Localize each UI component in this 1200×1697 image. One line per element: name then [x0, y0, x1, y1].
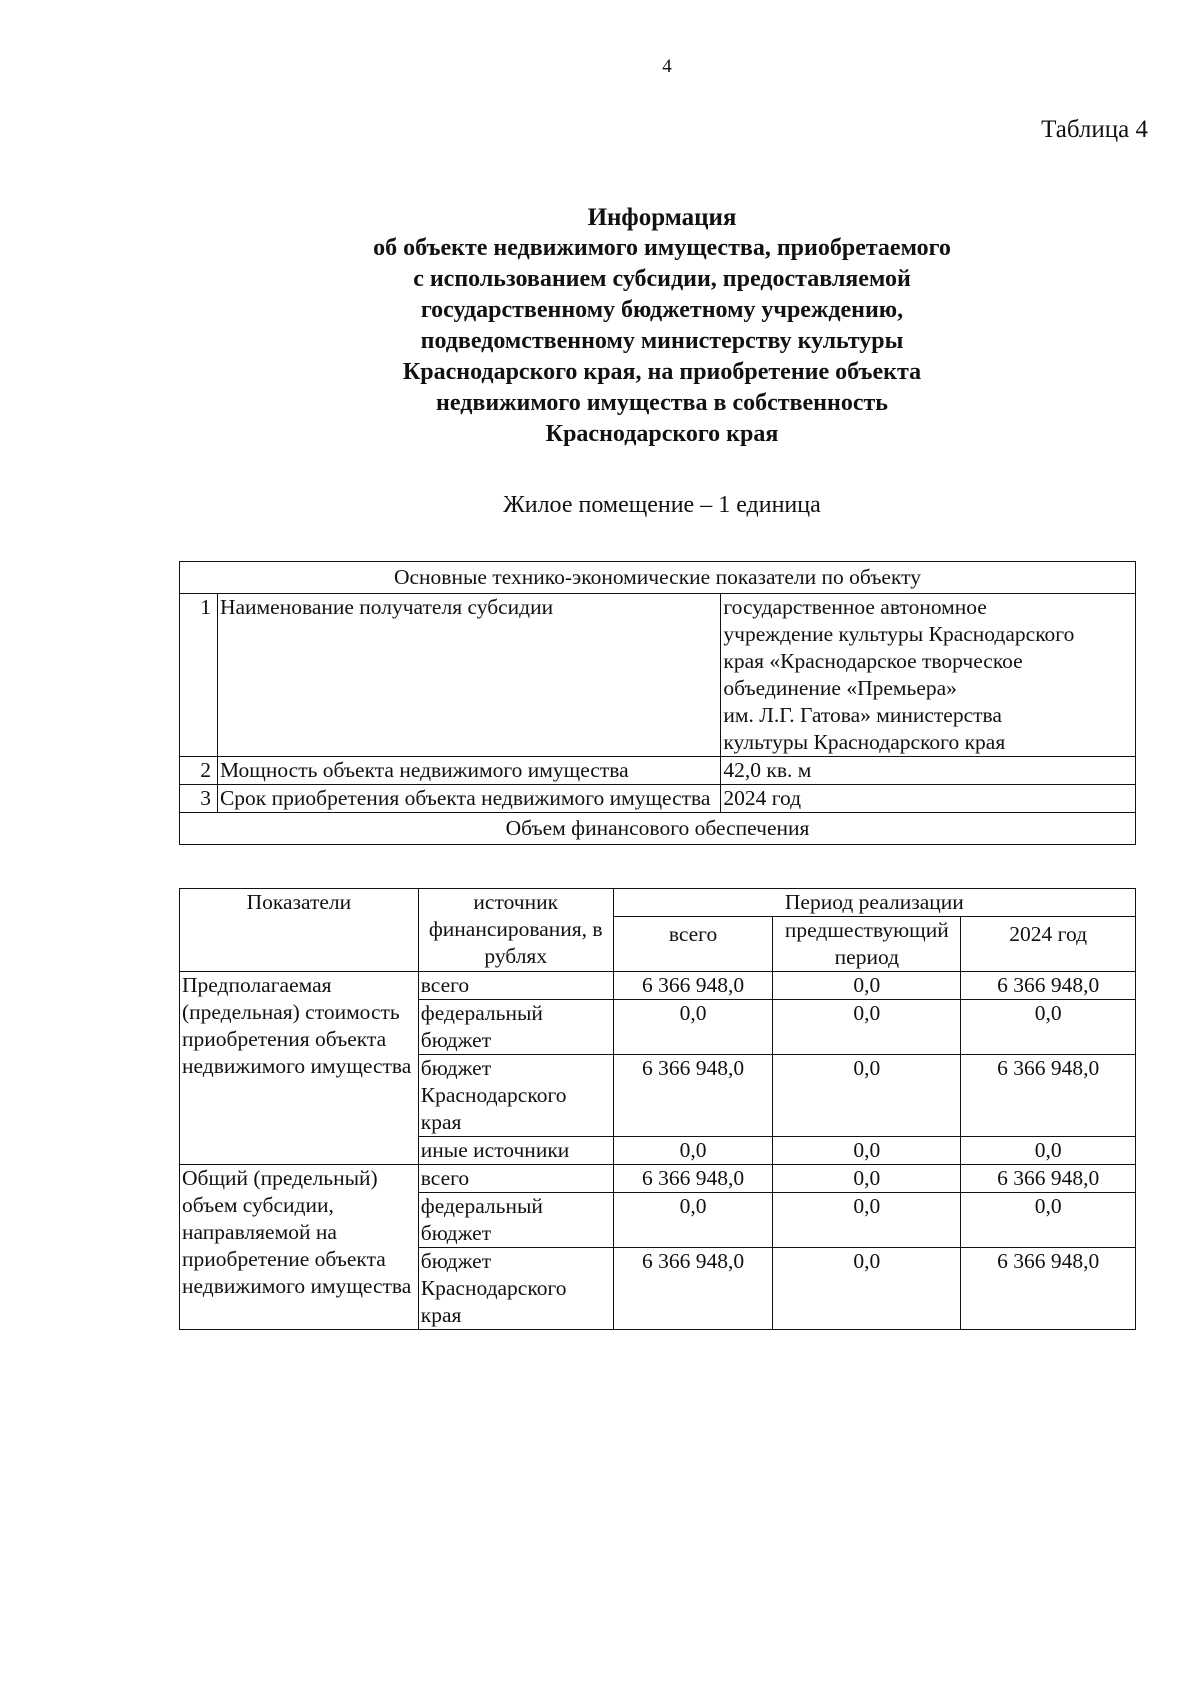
- row-label: Срок приобретения объекта недвижимого имущества: [217, 785, 720, 813]
- source-cell: иные источники: [418, 1137, 613, 1165]
- year-cell: 6 366 948,0: [961, 1248, 1136, 1330]
- total-cell: 0,0: [613, 1193, 773, 1248]
- total-cell: 6 366 948,0: [613, 1055, 773, 1137]
- previous-cell: 0,0: [773, 1193, 961, 1248]
- year-cell: 6 366 948,0: [961, 972, 1136, 1000]
- source-cell: бюджет Краснодарского края: [418, 1248, 613, 1330]
- row-value: [721, 594, 1136, 757]
- row-label: Наименование получателя субсидии: [217, 594, 720, 757]
- row-number: 3: [180, 785, 218, 813]
- table-row: [180, 594, 1136, 757]
- total-cell: 6 366 948,0: [613, 1248, 773, 1330]
- col-header-period: Период реализации: [613, 889, 1135, 917]
- previous-cell: 0,0: [773, 1248, 961, 1330]
- table-row: [180, 757, 1136, 785]
- row-label: Мощность объекта недвижимого имущества: [217, 757, 720, 785]
- title-line: Информация: [587, 204, 737, 231]
- title-line: недвижимого имущества в собственность: [436, 390, 888, 416]
- source-cell: всего: [418, 1165, 613, 1193]
- previous-cell: 0,0: [773, 1165, 961, 1193]
- year-cell: 0,0: [961, 1193, 1136, 1248]
- title-line: Краснодарского края, на приобретение объекта: [402, 359, 922, 385]
- value-line: объединение «Премьера»: [723, 676, 957, 700]
- value-line: государственное автономное: [723, 595, 987, 619]
- document-title: [272, 202, 1052, 450]
- table-row: [180, 1165, 1136, 1193]
- row-value: 42,0 кв. м: [721, 757, 1136, 785]
- total-cell: 6 366 948,0: [613, 972, 773, 1000]
- source-cell: всего: [418, 972, 613, 1000]
- title-line: подведомственному министерству культуры: [420, 328, 904, 354]
- row-number: 2: [180, 757, 218, 785]
- table-row: [180, 785, 1136, 813]
- table-label: Таблица 4: [1041, 116, 1148, 143]
- previous-cell: 0,0: [773, 1137, 961, 1165]
- row-value: 2024 год: [721, 785, 1136, 813]
- value-line: им. Л.Г. Гатова» министерства: [723, 703, 1002, 727]
- title-line: об объекте недвижимого имущества, приобретаемого: [373, 235, 951, 261]
- indicator-cell: Предполагаемая (предельная) стоимость приобретения объекта недвижимого имущества: [180, 972, 419, 1165]
- section-header: Объем финансового обеспечения: [180, 813, 1136, 845]
- source-cell: федеральный бюджет: [418, 1193, 613, 1248]
- financing-table: [179, 888, 1136, 1330]
- year-cell: 0,0: [961, 1000, 1136, 1055]
- previous-cell: 0,0: [773, 1000, 961, 1055]
- total-cell: 0,0: [613, 1137, 773, 1165]
- col-header-total: всего: [613, 917, 773, 972]
- table-row: [180, 972, 1136, 1000]
- col-header-year: 2024 год: [961, 917, 1136, 972]
- source-cell: бюджет Краснодарского края: [418, 1055, 613, 1137]
- col-header-previous: предшествующий период: [773, 917, 961, 972]
- previous-cell: 0,0: [773, 972, 961, 1000]
- title-line: с использованием субсидии, предоставляемой: [413, 266, 911, 292]
- year-cell: 0,0: [961, 1137, 1136, 1165]
- section-header: Основные технико-экономические показатели по объекту: [180, 562, 1136, 594]
- object-parameters-table: [179, 561, 1136, 845]
- row-number: 1: [180, 594, 218, 757]
- total-cell: 6 366 948,0: [613, 1165, 773, 1193]
- indicator-cell: Общий (предельный) объем субсидии, направляемой на приобретение объекта недвижимого имущества: [180, 1165, 419, 1330]
- value-line: края «Краснодарское творческое: [723, 649, 1023, 673]
- col-header-indicators: Показатели: [180, 889, 419, 972]
- year-cell: 6 366 948,0: [961, 1055, 1136, 1137]
- document-subtitle: Жилое помещение – 1 единица: [503, 492, 821, 518]
- source-cell: федеральный бюджет: [418, 1000, 613, 1055]
- page-number: 4: [662, 56, 672, 77]
- value-line: культуры Краснодарского края: [723, 730, 1006, 754]
- title-line: Краснодарского края: [545, 421, 779, 447]
- year-cell: 6 366 948,0: [961, 1165, 1136, 1193]
- title-line: государственному бюджетному учреждению,: [420, 297, 904, 323]
- value-line: учреждение культуры Краснодарского: [723, 622, 1075, 646]
- total-cell: 0,0: [613, 1000, 773, 1055]
- previous-cell: 0,0: [773, 1055, 961, 1137]
- col-header-source: источник финансирования, в рублях: [418, 889, 613, 972]
